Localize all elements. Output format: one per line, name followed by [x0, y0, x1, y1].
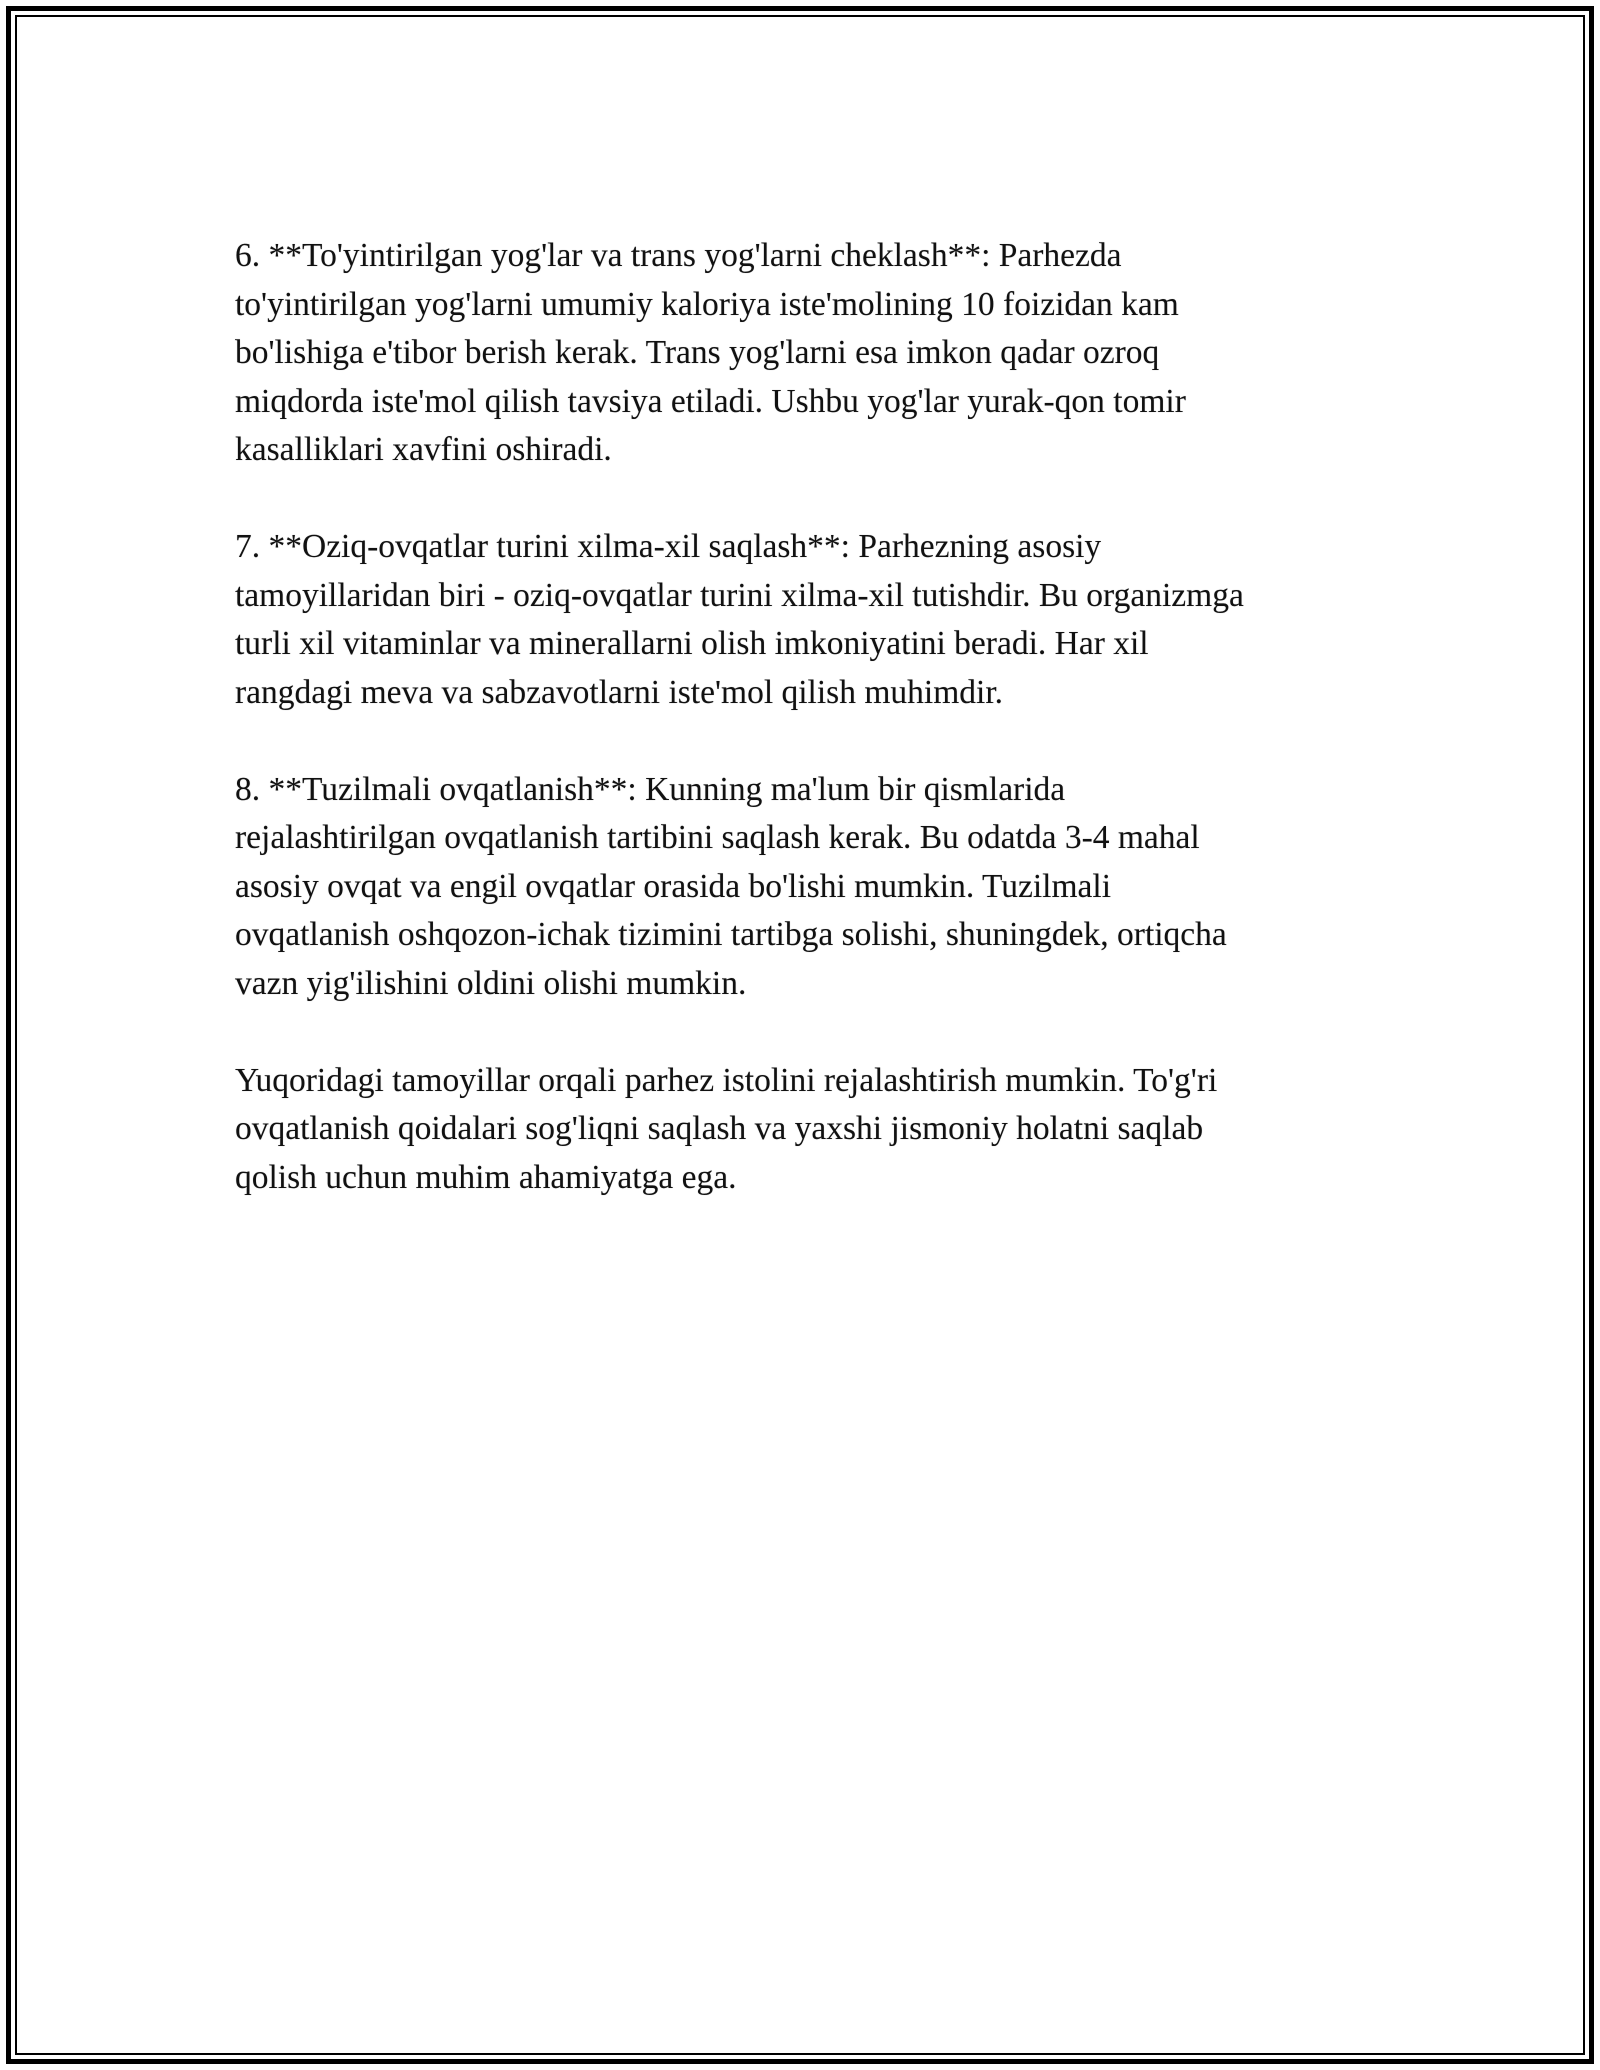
text-line: tamoyillaridan biri - oziq-ovqatlar turini xilma-xil tutishdir. Bu organizmga	[235, 576, 1244, 614]
paragraph-conclusion	[235, 1057, 1385, 1203]
text-line: vazn yig'ilishini oldini olishi mumkin.	[235, 964, 747, 1002]
text-line: ovqatlanish oshqozon-ichak tizimini tartibga solishi, shuningdek, ortiqcha	[235, 916, 1227, 953]
text-line: 8. **Tuzilmali ovqatlanish**: Kunning ma'lum bir qismlarida	[235, 770, 1066, 808]
text-line: rangdagi meva va sabzavotlarni iste'mol qilish muhimdir.	[235, 673, 1003, 711]
text-line: ovqatlanish qoidalari sog'liqni saqlash va yaxshi jismoniy holatni saqlab	[235, 1110, 1204, 1147]
text-line: kasalliklari xavfini oshiradi.	[235, 431, 612, 468]
text-line: asosiy ovqat va engil ovqatlar orasida bo'lishi mumkin. Tuzilmali	[235, 867, 1112, 905]
text-line: turli xil vitaminlar va minerallarni olish imkoniyatini beradi. Har xil	[235, 625, 1149, 662]
text-line: qolish uchun muhim ahamiyatga ega.	[235, 1158, 737, 1196]
document-body	[235, 232, 1385, 1251]
text-line: rejalashtirilgan ovqatlanish tartibini saqlash kerak. Bu odatda 3-4 mahal	[235, 819, 1200, 856]
paragraph-fats	[235, 232, 1385, 475]
text-line: bo'lishiga e'tibor berish kerak. Trans yog'larni esa imkon qadar ozroq	[235, 334, 1160, 371]
paragraph-structured-eating	[235, 766, 1385, 1009]
text-line: 7. **Oziq-ovqatlar turini xilma-xil saqlash**: Parhezning asosiy	[235, 528, 1102, 565]
text-line: Yuqoridagi tamoyillar orqali parhez istolini rejalashtirish mumkin. To'g'ri	[235, 1061, 1218, 1099]
paragraph-variety	[235, 523, 1385, 717]
text-line: to'yintirilgan yog'larni umumiy kaloriya iste'molining 10 foizidan kam	[235, 285, 1179, 323]
text-line: 6. **To'yintirilgan yog'lar va trans yog'larni cheklash**: Parhezda	[235, 237, 1122, 274]
text-line: miqdorda iste'mol qilish tavsiya etiladi. Ushbu yog'lar yurak-qon tomir	[235, 382, 1186, 420]
